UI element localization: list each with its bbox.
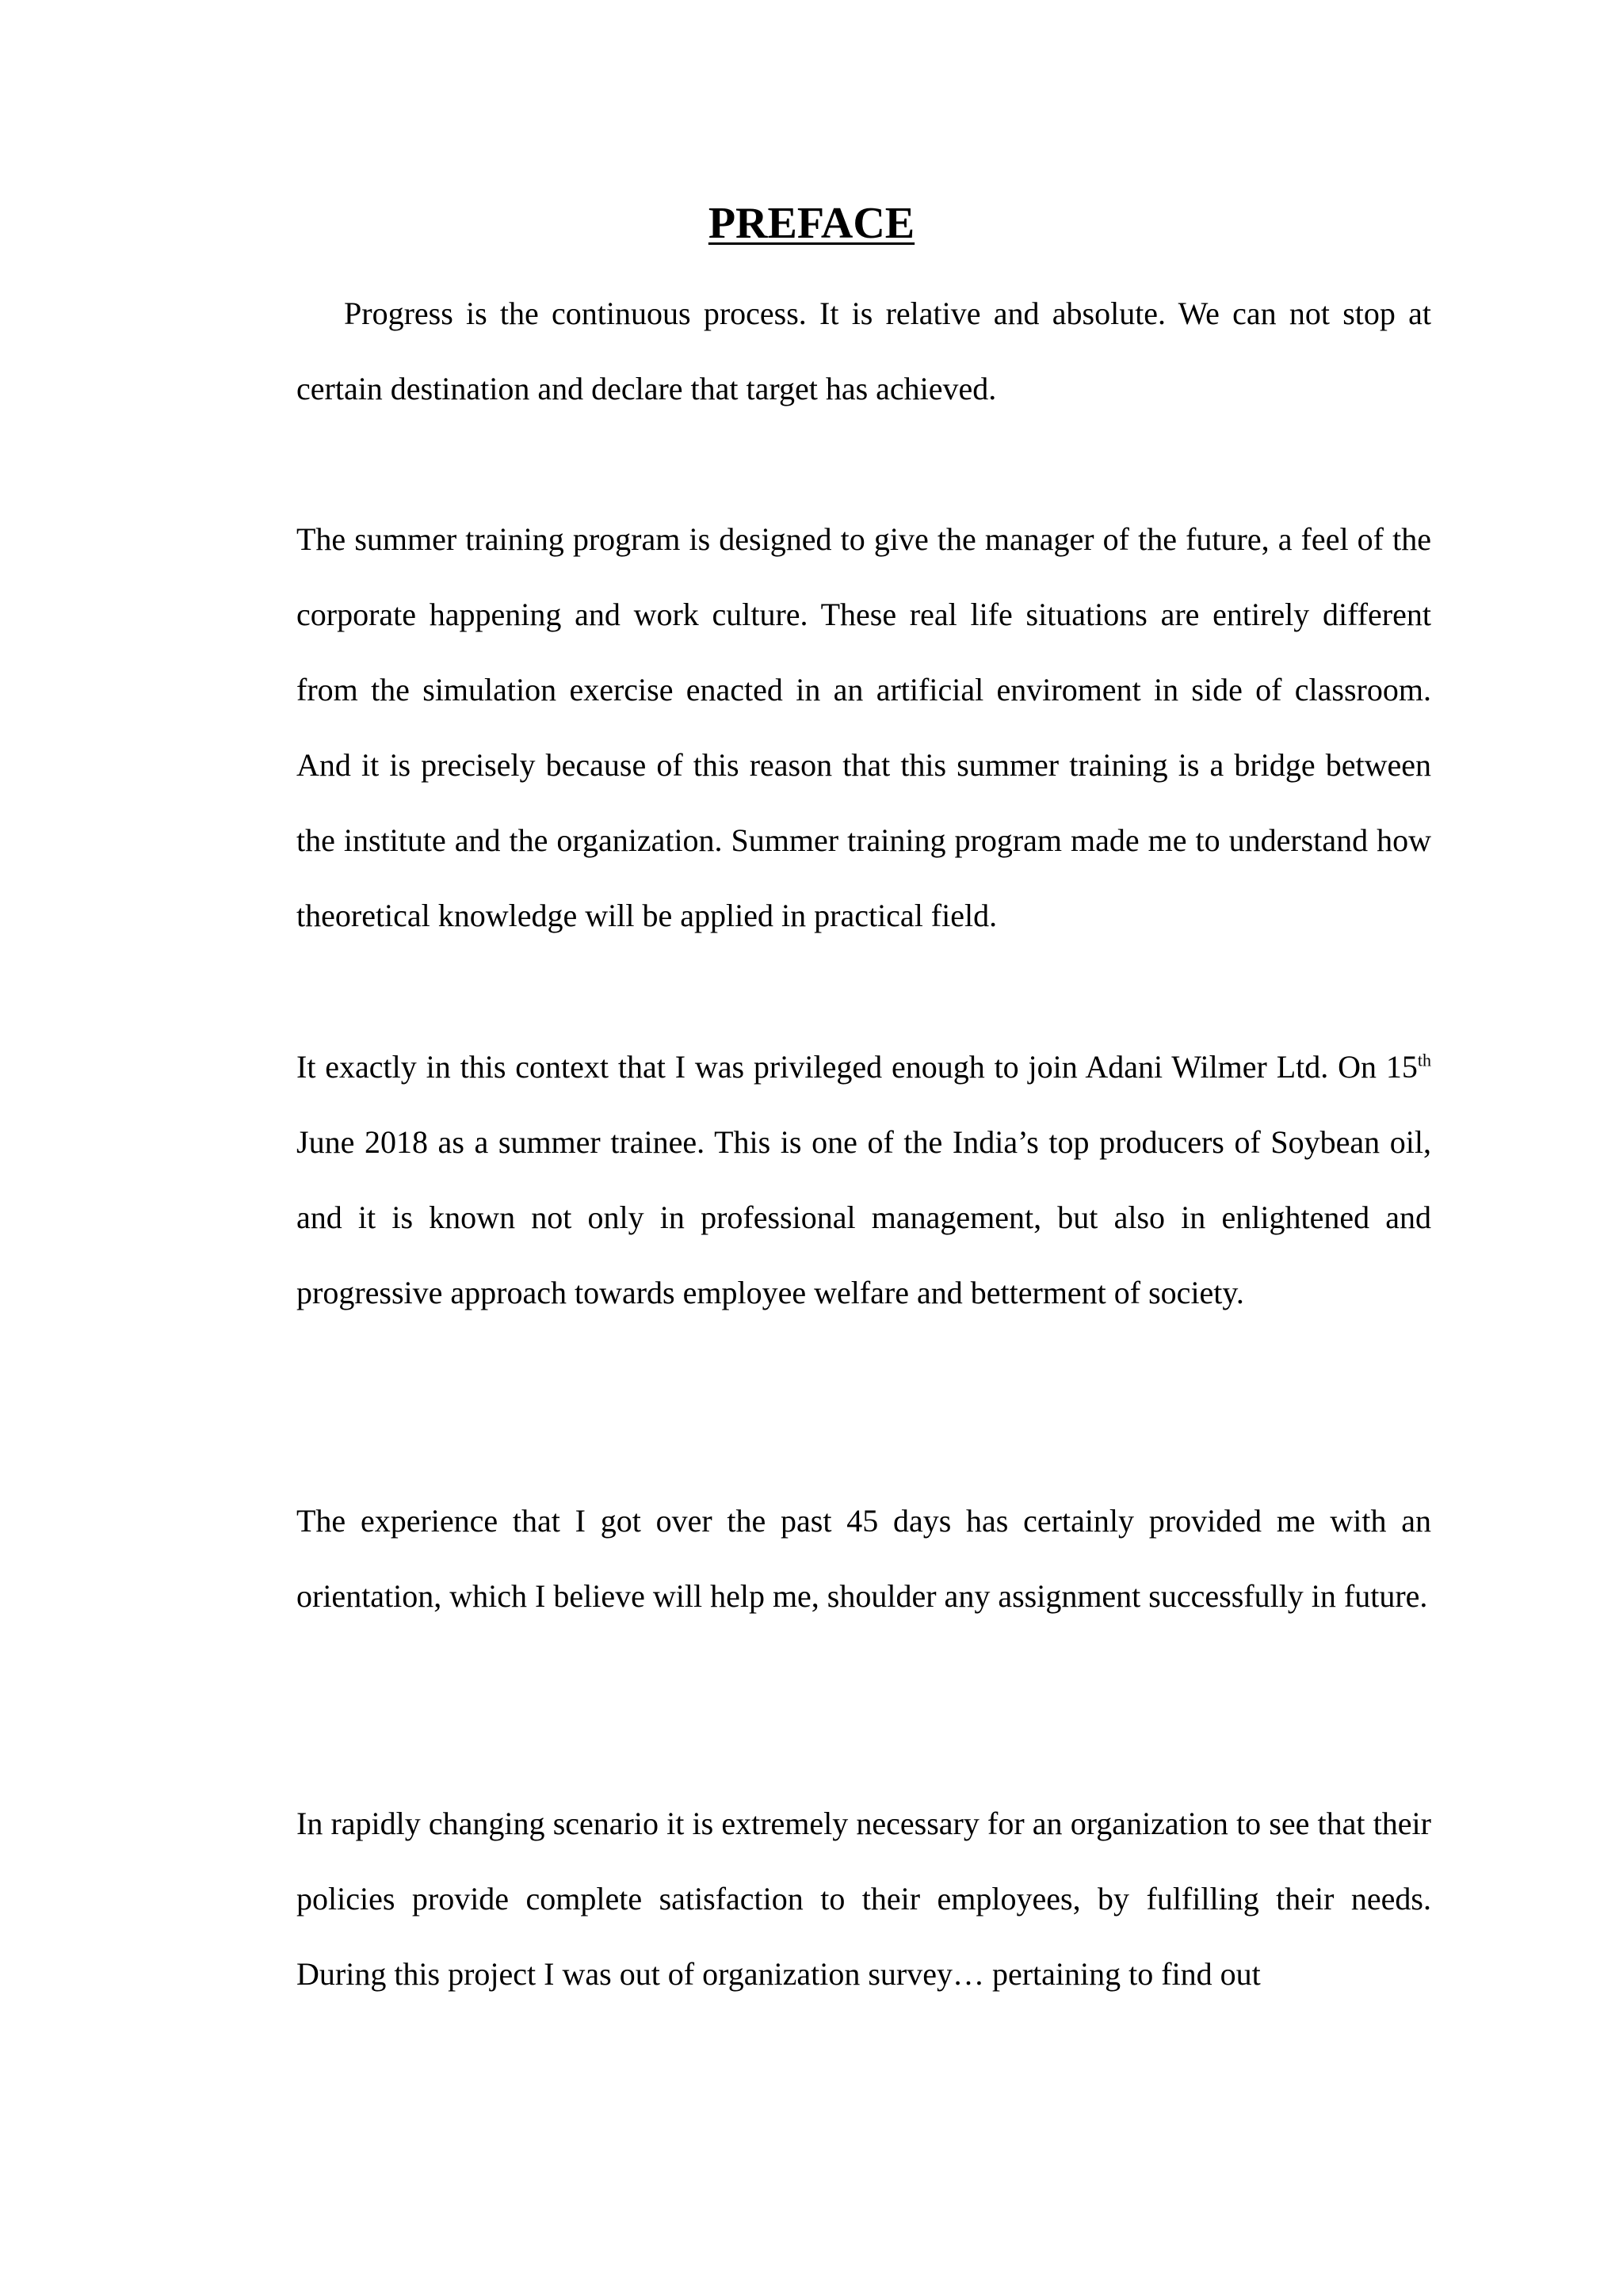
paragraph-3 bbox=[296, 1029, 1431, 1330]
page-title-text: PREFACE bbox=[708, 199, 915, 248]
ordinal-suffix: th bbox=[1417, 1050, 1431, 1070]
paragraph-1: Progress is the continuous process. It is relative and absolute. We can not stop at certain destination and declare that target has achieved. bbox=[296, 296, 1431, 406]
paragraph-4: The experience that I got over the past 45 days has certainly provided me with an orientation, which I believe will help me, shoulder any assignment successfully in future. bbox=[296, 1503, 1431, 1614]
paragraph-3-text-end: June 2018 as a summer trainee. This is one of the India’s top producers of Soybean oil, and it is known not only in professional management, but also in enlightened and progressive approach towards employee welfare and betterment of society. bbox=[296, 1124, 1431, 1310]
page-title bbox=[0, 198, 1623, 249]
paragraph-5: In rapidly changing scenario it is extremely necessary for an organization to see that their policies provide complete satisfaction to their employees, by fulfilling their needs. During this project I was out of organization survey… pertaining to find out bbox=[296, 1806, 1431, 1992]
paragraph-2: The summer training program is designed to give the manager of the future, a feel of the corporate happening and work culture. These real life situations are entirely different from the simulation exercise enacted in an artificial enviroment in side of classroom. And it is precisely because of this reason that this summer training is a bridge between the institute and the organization. Summer training program made me to understand how theoretical knowledge will be applied in practical field. bbox=[296, 521, 1431, 933]
paragraph-3-text-start: It exactly in this context that I was privileged enough to join Adani Wilmer Ltd. On 15 bbox=[296, 1049, 1418, 1085]
